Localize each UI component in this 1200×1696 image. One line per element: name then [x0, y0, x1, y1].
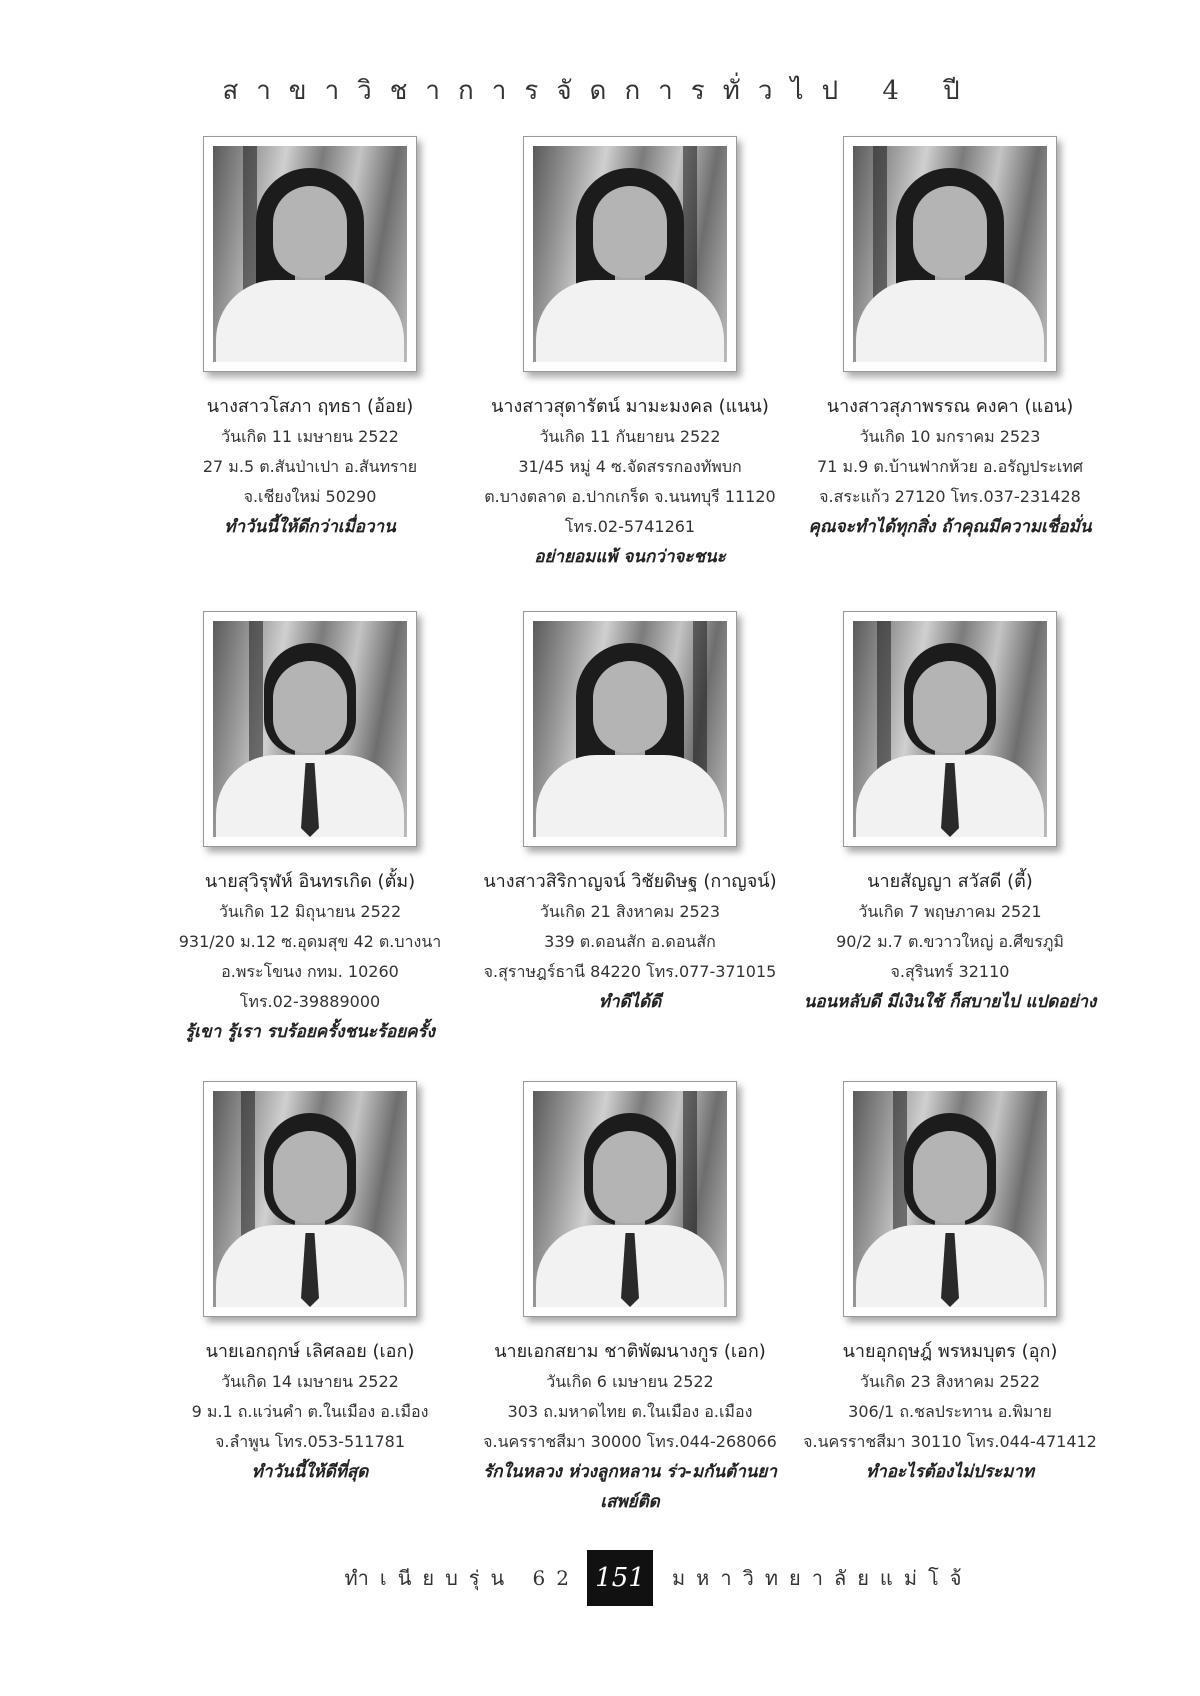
address-line: จ.สุรินทร์ 32110 [890, 962, 1010, 981]
student-photo [843, 1081, 1057, 1317]
address-line: จ.นครราชสีมา 30110 โทร.044-471412 [803, 1432, 1097, 1451]
address-line: จ.เชียงใหม่ 50290 [243, 487, 377, 506]
birth-date: วันเกิด 21 สิงหาคม 2523 [539, 902, 721, 921]
footer-yearbook-label: ทำเนียบรุ่น 62 [344, 1566, 580, 1590]
birth-date: วันเกิด 6 เมษายน 2522 [546, 1372, 714, 1391]
student-name: นางสาวสุภาพรรณ คงคา (แอน) [826, 396, 1074, 417]
page-number: 151 [587, 1550, 653, 1606]
birth-date: วันเกิด 10 มกราคม 2523 [859, 427, 1041, 446]
address-line: ต.บางตลาด อ.ปากเกร็ด จ.นนทบุรี 11120 [484, 487, 776, 506]
student-photo [523, 1081, 737, 1317]
address-line: อ.พระโขนง กทม. 10260 [221, 962, 399, 981]
birth-date: วันเกิด 23 สิงหาคม 2522 [859, 1372, 1041, 1391]
phone-line: โทร.02-39889000 [239, 992, 381, 1011]
address-line: จ.นครราชสีมา 30000 โทร.044-268066 [483, 1432, 777, 1451]
student-card [470, 1081, 790, 1517]
student-card [470, 136, 790, 572]
student-photo [203, 136, 417, 372]
student-name: นายสุวิรุฬห์ อินทรเกิด (ตั้ม) [204, 871, 416, 892]
address-line: 339 ต.ดอนสัก อ.ดอนสัก [544, 932, 716, 951]
student-photo [523, 136, 737, 372]
address-line: 9 ม.1 ถ.แว่นคำ ต.ในเมือง อ.เมือง [191, 1402, 429, 1421]
footer-university-label: มหาวิทยาลัยแม่โจ้ [672, 1566, 973, 1590]
motto: รู้เขา รู้เรา รบร้อยครั้งชนะร้อยครั้ง [185, 1022, 435, 1042]
phone-line: โทร.02-5741261 [564, 517, 696, 536]
student-row [150, 136, 1110, 606]
student-name: นางสาวโสภา ฤทธา (อ้อย) [206, 396, 414, 417]
student-card [150, 611, 470, 1047]
address-line: 931/20 ม.12 ซ.อุดมสุข 42 ต.บางนา [178, 932, 442, 951]
student-name: นายอุกฤษฎ์ พรหมบุตร (อุก) [842, 1341, 1058, 1362]
birth-date: วันเกิด 11 เมษายน 2522 [221, 427, 399, 446]
birth-date: วันเกิด 11 กันยายน 2522 [539, 427, 721, 446]
address-line: 90/2 ม.7 ต.ขวาวใหญ่ อ.ศีขรภูมิ [836, 932, 1064, 951]
student-row [150, 611, 1110, 1081]
address-line: จ.ลำพูน โทร.053-511781 [214, 1432, 406, 1451]
student-photo [843, 611, 1057, 847]
student-photo [843, 136, 1057, 372]
address-line: 27 ม.5 ต.สันป่าเปา อ.สันทราย [202, 457, 418, 476]
address-line: 31/45 หมู่ 4 ซ.จัดสรรกองทัพบก [518, 457, 742, 476]
student-name: นายเอกฤกษ์ เลิศลอย (เอก) [205, 1341, 415, 1362]
page-footer [0, 1550, 1200, 1606]
motto: ทำวันนี้ให้ดีที่สุด [251, 1462, 369, 1482]
motto: ทำดีได้ดี [598, 992, 662, 1012]
address-line: 71 ม.9 ต.บ้านฟากห้วย อ.อรัญประเทศ [817, 457, 1083, 476]
student-card [150, 1081, 470, 1487]
student-card [790, 136, 1110, 542]
student-name: นายเอกสยาม ชาติพัฒนางกูร (เอก) [494, 1341, 766, 1362]
birth-date: วันเกิด 14 เมษายน 2522 [221, 1372, 399, 1391]
motto: นอนหลับดี มีเงินใช้ ก็สบายไป แปดอย่าง [803, 992, 1097, 1012]
motto: รักในหลวง ห่วงลูกหลาน ร่ว-มกันต้านยาเสพย์ติด [483, 1462, 777, 1512]
student-card [150, 136, 470, 542]
student-name: นางสาวสุดารัตน์ มามะมงคล (แนน) [491, 396, 769, 417]
address-line: จ.สุราษฎร์ธานี 84220 โทร.077-371015 [483, 962, 777, 981]
address-line: จ.สระแก้ว 27120 โทร.037-231428 [819, 487, 1081, 506]
motto: ทำวันนี้ให้ดีกว่าเมื่อวาน [224, 517, 396, 537]
motto: ทำอะไรต้องไม่ประมาท [865, 1462, 1035, 1482]
student-photo [523, 611, 737, 847]
student-row [150, 1081, 1110, 1551]
address-line: 306/1 ถ.ชลประทาน อ.พิมาย [848, 1402, 1052, 1421]
student-photo [203, 1081, 417, 1317]
student-photo [203, 611, 417, 847]
motto: คุณจะทำได้ทุกสิ่ง ถ้าคุณมีความเชื่อมั่น [808, 517, 1092, 537]
birth-date: วันเกิด 7 พฤษภาคม 2521 [858, 902, 1042, 921]
motto: อย่ายอมแพ้ จนกว่าจะชนะ [534, 547, 726, 567]
student-card [470, 611, 790, 1017]
birth-date: วันเกิด 12 มิถุนายน 2522 [218, 902, 402, 921]
student-name: นายสัญญา สวัสดี (ตี้) [867, 871, 1033, 892]
student-card [790, 1081, 1110, 1487]
address-line: 303 ถ.มหาดไทย ต.ในเมือง อ.เมือง [507, 1402, 753, 1421]
student-name: นางสาวสิริกาญจน์ วิชัยดิษฐ (กาญจน์) [483, 871, 777, 892]
student-card [790, 611, 1110, 1017]
page-title: สาขาวิชาการจัดการทั่วไป 4 ปี [222, 76, 978, 106]
